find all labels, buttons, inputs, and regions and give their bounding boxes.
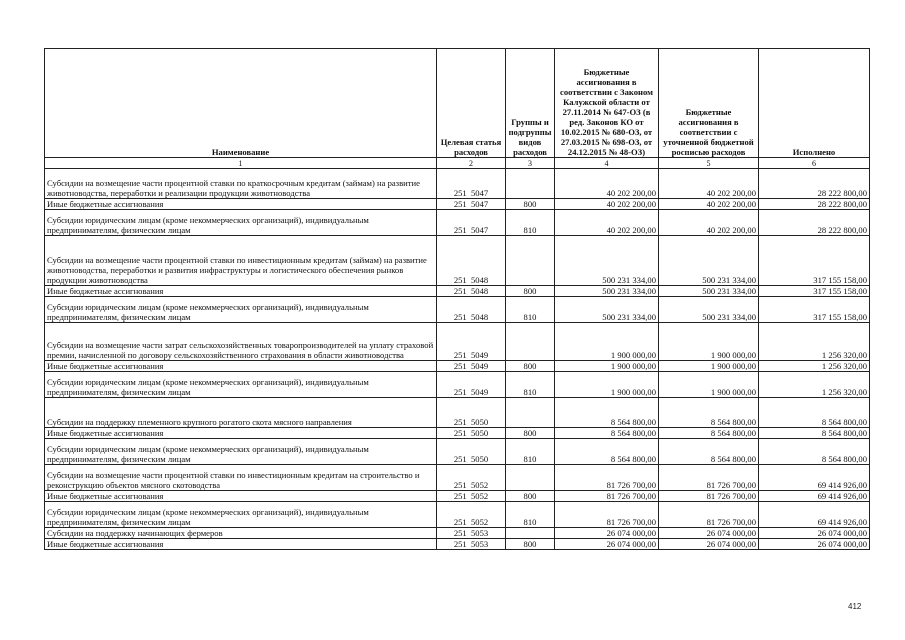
- row-executed-amount-cell: 8 564 800,00: [759, 439, 870, 465]
- row-expense-group-cell: 810: [506, 439, 555, 465]
- row-expense-group-cell: 800: [506, 361, 555, 372]
- row-executed-amount-cell: 28 222 800,00: [759, 199, 870, 210]
- table-row: [45, 439, 870, 465]
- table-row: [45, 502, 870, 528]
- row-executed-amount-cell: 28 222 800,00: [759, 169, 870, 199]
- row-target-code-cell: 251 5052: [437, 491, 506, 502]
- column-number: 6: [759, 158, 870, 169]
- row-law-amount-cell: 40 202 200,00: [555, 199, 659, 210]
- row-expense-group-cell: [506, 236, 555, 286]
- row-expense-group-cell: [506, 528, 555, 539]
- row-name-cell: Иные бюджетные ассигнования: [45, 361, 437, 372]
- row-law-amount-cell: 1 900 000,00: [555, 323, 659, 361]
- column-number: 2: [437, 158, 506, 169]
- row-expense-group-cell: 800: [506, 199, 555, 210]
- row-name-cell: Субсидии юридическим лицам (кроме некоммерческих организаций), индивидуальным предпринимателям, физическим лицам: [45, 210, 437, 236]
- row-expense-group-cell: 800: [506, 286, 555, 297]
- table-row: [45, 491, 870, 502]
- row-expense-group-cell: [506, 398, 555, 428]
- header-executed: Исполнено: [759, 49, 870, 158]
- row-target-code-cell: 251 5049: [437, 361, 506, 372]
- row-executed-amount-cell: 8 564 800,00: [759, 398, 870, 428]
- row-expense-group-cell: 800: [506, 428, 555, 439]
- row-refined-amount-cell: 500 231 334,00: [659, 286, 759, 297]
- row-name-cell: Субсидии юридическим лицам (кроме некоммерческих организаций), индивидуальным предпринимателям, физическим лицам: [45, 439, 437, 465]
- row-name-cell: Иные бюджетные ассигнования: [45, 539, 437, 550]
- table-row: [45, 169, 870, 199]
- row-refined-amount-cell: 8 564 800,00: [659, 428, 759, 439]
- row-executed-amount-cell: 317 155 158,00: [759, 236, 870, 286]
- row-name-cell: Иные бюджетные ассигнования: [45, 199, 437, 210]
- row-law-amount-cell: 8 564 800,00: [555, 398, 659, 428]
- column-number: 3: [506, 158, 555, 169]
- row-target-code-cell: 251 5047: [437, 210, 506, 236]
- row-target-code-cell: 251 5047: [437, 199, 506, 210]
- row-name-cell: Субсидии юридическим лицам (кроме некоммерческих организаций), индивидуальным предпринимателям, физическим лицам: [45, 297, 437, 323]
- row-refined-amount-cell: 40 202 200,00: [659, 210, 759, 236]
- row-law-amount-cell: 81 726 700,00: [555, 502, 659, 528]
- row-expense-group-cell: [506, 465, 555, 491]
- budget-table: [44, 48, 870, 550]
- table-row: [45, 539, 870, 550]
- row-name-cell: Субсидии юридическим лицам (кроме некоммерческих организаций), индивидуальным предпринимателям, физическим лицам: [45, 502, 437, 528]
- row-name-cell: Иные бюджетные ассигнования: [45, 286, 437, 297]
- row-name-cell: Субсидии на поддержку племенного крупного рогатого скота мясного направления: [45, 398, 437, 428]
- column-number: 5: [659, 158, 759, 169]
- table-row: [45, 428, 870, 439]
- column-number: 4: [555, 158, 659, 169]
- row-target-code-cell: 251 5050: [437, 439, 506, 465]
- row-executed-amount-cell: 26 074 000,00: [759, 539, 870, 550]
- row-law-amount-cell: 40 202 200,00: [555, 169, 659, 199]
- row-refined-amount-cell: 8 564 800,00: [659, 398, 759, 428]
- row-refined-amount-cell: 40 202 200,00: [659, 169, 759, 199]
- row-target-code-cell: 251 5049: [437, 372, 506, 398]
- row-law-amount-cell: 1 900 000,00: [555, 372, 659, 398]
- table-row: [45, 199, 870, 210]
- row-refined-amount-cell: 1 900 000,00: [659, 361, 759, 372]
- row-name-cell: Субсидии юридическим лицам (кроме некоммерческих организаций), индивидуальным предпринимателям, физическим лицам: [45, 372, 437, 398]
- header-expense-group: Группы и подгруппы видов расходов: [506, 49, 555, 158]
- row-target-code-cell: 251 5049: [437, 323, 506, 361]
- row-target-code-cell: 251 5052: [437, 465, 506, 491]
- table-row: [45, 323, 870, 361]
- table-row: [45, 398, 870, 428]
- table-row: [45, 236, 870, 286]
- row-refined-amount-cell: 1 900 000,00: [659, 372, 759, 398]
- row-name-cell: Иные бюджетные ассигнования: [45, 428, 437, 439]
- row-executed-amount-cell: 317 155 158,00: [759, 297, 870, 323]
- row-executed-amount-cell: 1 256 320,00: [759, 323, 870, 361]
- row-executed-amount-cell: 8 564 800,00: [759, 428, 870, 439]
- row-expense-group-cell: 800: [506, 539, 555, 550]
- row-law-amount-cell: 40 202 200,00: [555, 210, 659, 236]
- row-name-cell: Субсидии на возмещение части процентной ставки по краткосрочным кредитам (займам) на развитие животноводства, переработки и реализации продукции животноводства: [45, 169, 437, 199]
- row-law-amount-cell: 500 231 334,00: [555, 297, 659, 323]
- header-name: Наименование: [45, 49, 437, 158]
- row-executed-amount-cell: 317 155 158,00: [759, 286, 870, 297]
- row-target-code-cell: 251 5053: [437, 528, 506, 539]
- row-target-code-cell: 251 5048: [437, 297, 506, 323]
- row-target-code-cell: 251 5048: [437, 286, 506, 297]
- row-expense-group-cell: 800: [506, 491, 555, 502]
- table-row: [45, 210, 870, 236]
- row-target-code-cell: 251 5053: [437, 539, 506, 550]
- row-refined-amount-cell: 81 726 700,00: [659, 502, 759, 528]
- row-target-code-cell: 251 5048: [437, 236, 506, 286]
- row-refined-amount-cell: 26 074 000,00: [659, 539, 759, 550]
- row-name-cell: Субсидии на поддержку начинающих фермеров: [45, 528, 437, 539]
- row-law-amount-cell: 1 900 000,00: [555, 361, 659, 372]
- row-refined-amount-cell: 81 726 700,00: [659, 491, 759, 502]
- row-expense-group-cell: 810: [506, 502, 555, 528]
- row-executed-amount-cell: 1 256 320,00: [759, 372, 870, 398]
- row-name-cell: Субсидии на возмещение части процентной ставки по инвестиционным кредитам на строительство и реконструкцию объектов мясного скотоводства: [45, 465, 437, 491]
- row-name-cell: Субсидии на возмещение части затрат сельскохозяйственных товаропроизводителей на уплату страховой премии, начисленной по договору сельскохозяйственного страхования в области животноводства: [45, 323, 437, 361]
- table-row: [45, 297, 870, 323]
- row-refined-amount-cell: 1 900 000,00: [659, 323, 759, 361]
- row-refined-amount-cell: 8 564 800,00: [659, 439, 759, 465]
- table-row: [45, 361, 870, 372]
- row-law-amount-cell: 26 074 000,00: [555, 539, 659, 550]
- header-target-article: Целевая статья расходов: [437, 49, 506, 158]
- column-number-row: [45, 158, 870, 169]
- row-target-code-cell: 251 5047: [437, 169, 506, 199]
- table-row: [45, 286, 870, 297]
- row-target-code-cell: 251 5052: [437, 502, 506, 528]
- row-executed-amount-cell: 69 414 926,00: [759, 502, 870, 528]
- table-row: [45, 465, 870, 491]
- row-law-amount-cell: 8 564 800,00: [555, 428, 659, 439]
- row-law-amount-cell: 81 726 700,00: [555, 465, 659, 491]
- row-name-cell: Иные бюджетные ассигнования: [45, 491, 437, 502]
- row-expense-group-cell: 810: [506, 372, 555, 398]
- row-law-amount-cell: 26 074 000,00: [555, 528, 659, 539]
- header-law-allocations: Бюджетные ассигнования в соответствии с Законом Калужской области от 27.11.2014 № 647-ОЗ (в ред. Законов КО от 10.02.2015 № 680-ОЗ, от 27.03.2015 № 698-ОЗ, от 24.12.2015 № 48-ОЗ): [555, 49, 659, 158]
- row-refined-amount-cell: 81 726 700,00: [659, 465, 759, 491]
- row-law-amount-cell: 8 564 800,00: [555, 439, 659, 465]
- row-refined-amount-cell: 26 074 000,00: [659, 528, 759, 539]
- table-row: [45, 372, 870, 398]
- row-executed-amount-cell: 69 414 926,00: [759, 491, 870, 502]
- row-expense-group-cell: [506, 323, 555, 361]
- table-row: [45, 528, 870, 539]
- row-target-code-cell: 251 5050: [437, 398, 506, 428]
- row-expense-group-cell: 810: [506, 297, 555, 323]
- row-expense-group-cell: [506, 169, 555, 199]
- row-executed-amount-cell: 26 074 000,00: [759, 528, 870, 539]
- row-executed-amount-cell: 69 414 926,00: [759, 465, 870, 491]
- row-refined-amount-cell: 500 231 334,00: [659, 236, 759, 286]
- page-number: 412: [848, 602, 862, 611]
- table-header-row: [45, 49, 870, 158]
- row-refined-amount-cell: 500 231 334,00: [659, 297, 759, 323]
- column-number: 1: [45, 158, 437, 169]
- row-law-amount-cell: 500 231 334,00: [555, 236, 659, 286]
- row-law-amount-cell: 500 231 334,00: [555, 286, 659, 297]
- row-refined-amount-cell: 40 202 200,00: [659, 199, 759, 210]
- row-target-code-cell: 251 5050: [437, 428, 506, 439]
- row-executed-amount-cell: 28 222 800,00: [759, 210, 870, 236]
- row-law-amount-cell: 81 726 700,00: [555, 491, 659, 502]
- row-executed-amount-cell: 1 256 320,00: [759, 361, 870, 372]
- row-expense-group-cell: 810: [506, 210, 555, 236]
- header-refined-allocations: Бюджетные ассигнования в соответствии с уточненной бюджетной росписью расходов: [659, 49, 759, 158]
- row-name-cell: Субсидии на возмещение части процентной ставки по инвестиционным кредитам (займам) на развитие животноводства, переработки и развития инфраструктуры и логистического обеспечения рынков продукции животноводства: [45, 236, 437, 286]
